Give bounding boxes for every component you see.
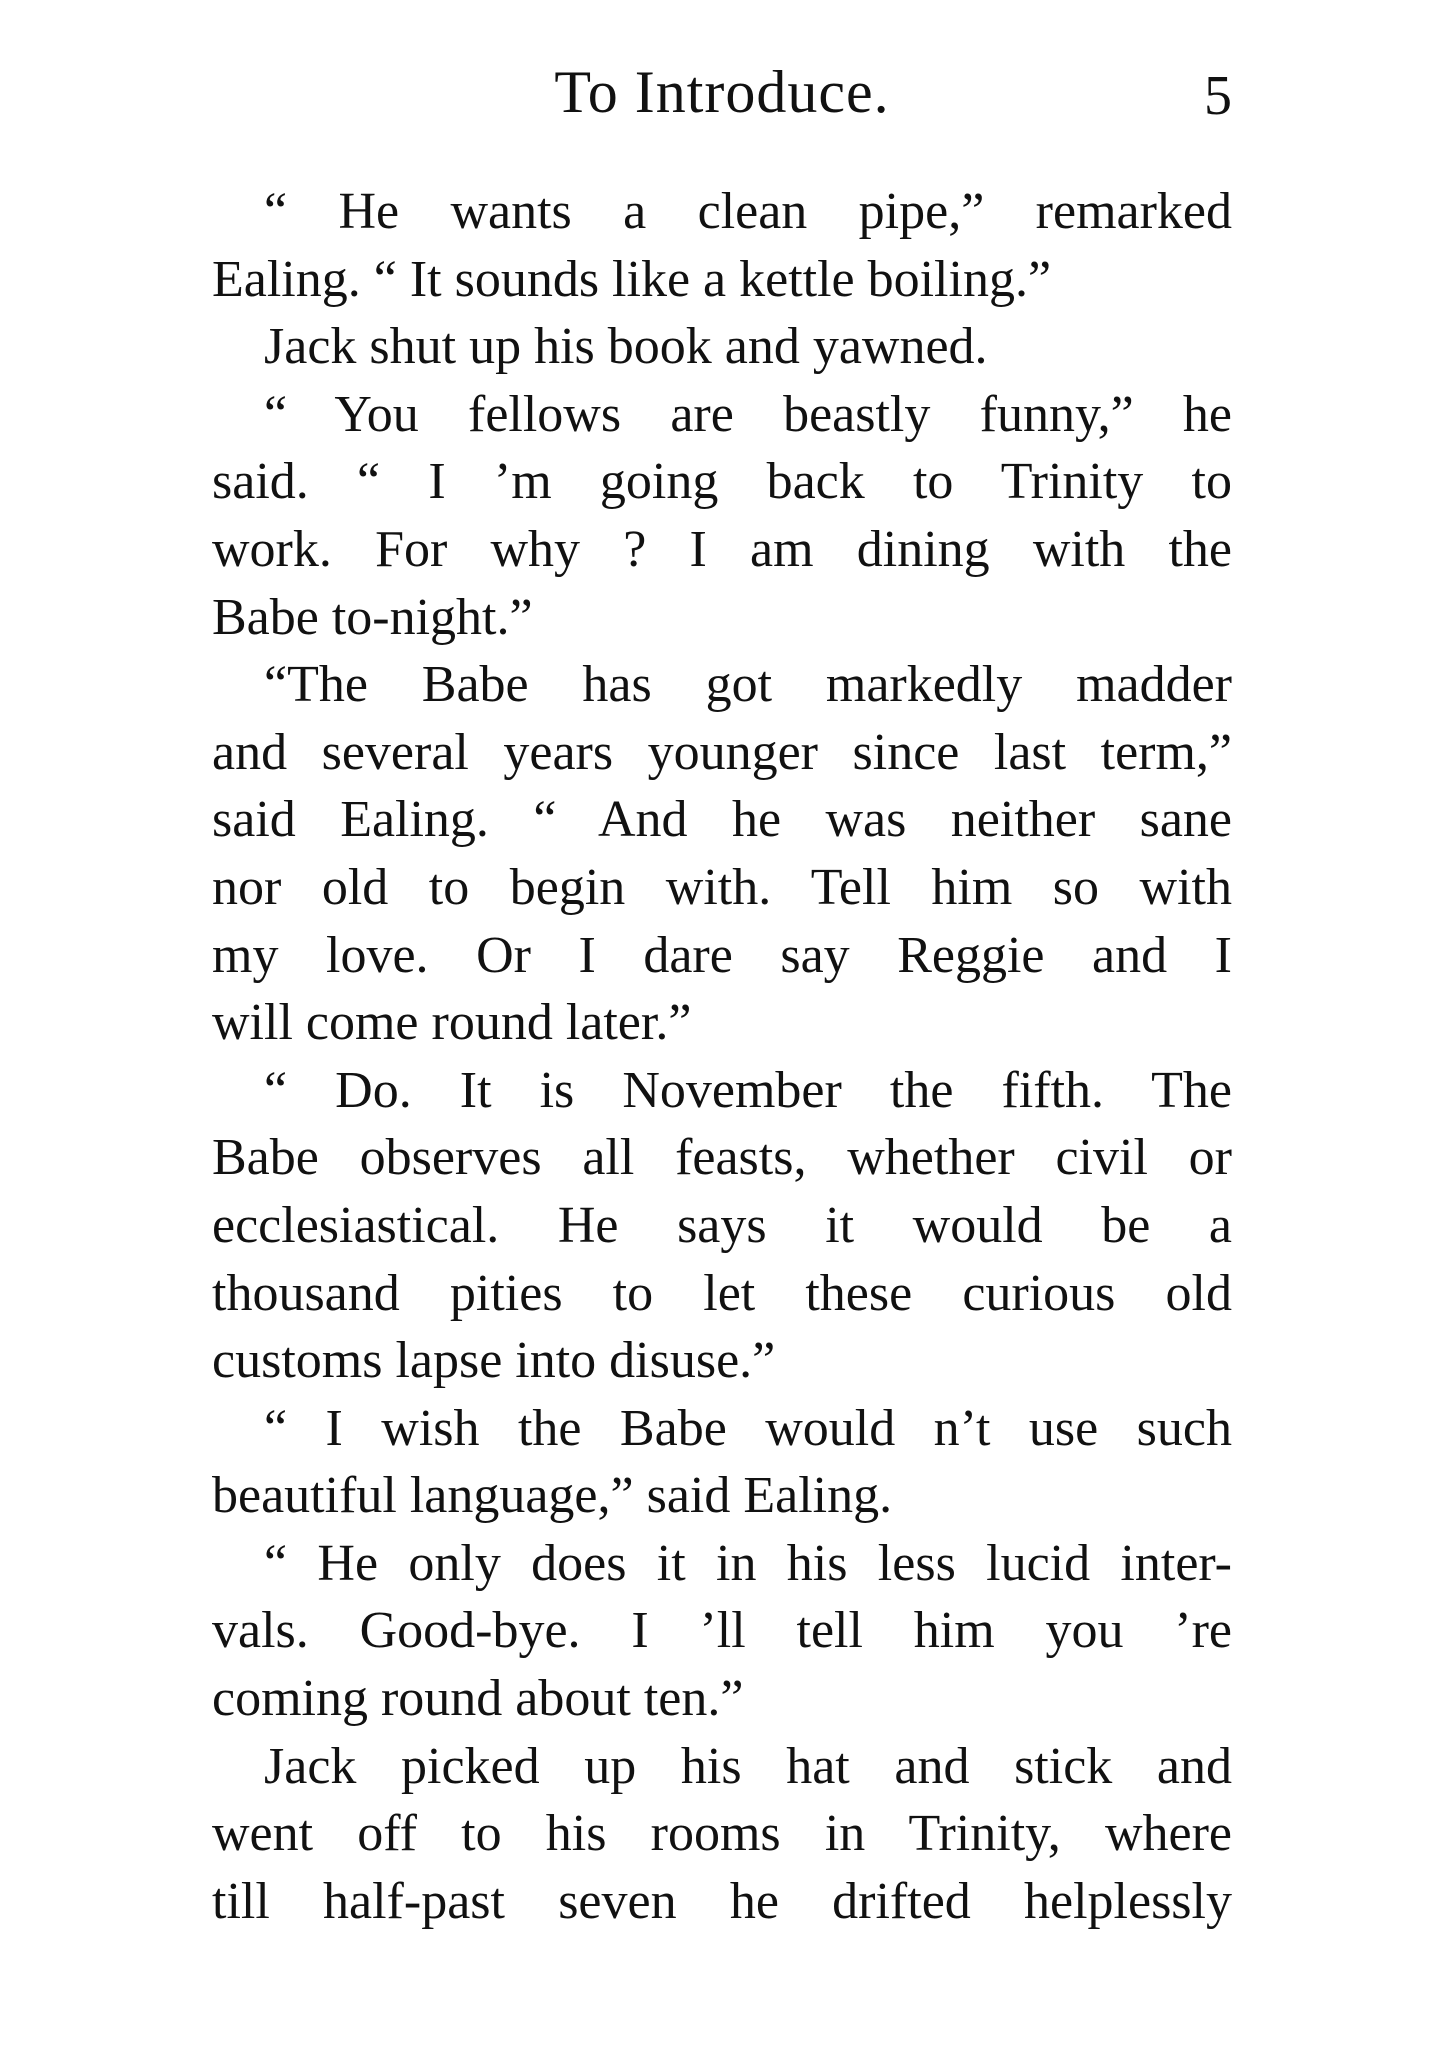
text-line: said. “ I ’m going back to Trinity to bbox=[212, 453, 1232, 511]
text-line: ecclesiastical. He says it would be a bbox=[212, 1196, 1232, 1254]
page-number: 5 bbox=[1204, 65, 1232, 127]
text-line: beautiful language,” said Ealing. bbox=[212, 1467, 893, 1525]
text-line: “The Babe has got markedly madder bbox=[264, 656, 1232, 714]
text-line: nor old to begin with. Tell him so with bbox=[212, 858, 1232, 916]
text-line: coming round about ten.” bbox=[212, 1670, 744, 1728]
text-line: my love. Or I dare say Reggie and I bbox=[212, 926, 1232, 984]
text-line: “ He wants a clean pipe,” remarked bbox=[264, 183, 1232, 240]
text-line: went off to his rooms in Trinity, where bbox=[212, 1805, 1232, 1863]
text-line: said Ealing. “ And he was neither sane bbox=[212, 791, 1232, 849]
chapter-title: To Introduce. bbox=[554, 59, 890, 125]
text-line: thousand pities to let these curious old bbox=[212, 1264, 1232, 1322]
text-line: will come round later.” bbox=[212, 994, 692, 1052]
text-line: and several years younger since last term,” bbox=[212, 723, 1232, 781]
running-head bbox=[212, 52, 1232, 132]
text-line: Ealing. “ It sounds like a kettle boiling.” bbox=[212, 250, 1052, 308]
text-line: till half-past seven he drifted helplessly bbox=[212, 1872, 1232, 1930]
text-line: customs lapse into disuse.” bbox=[212, 1332, 776, 1390]
text-line: “ You fellows are beastly funny,” he bbox=[264, 385, 1232, 443]
text-line: work. For why ? I am dining with the bbox=[212, 520, 1232, 578]
text-line: Babe observes all feasts, whether civil or bbox=[212, 1129, 1232, 1187]
text-line: “ He only does it in his less lucid inter- bbox=[264, 1534, 1232, 1592]
text-line: Babe to-night.” bbox=[212, 588, 533, 646]
body-text bbox=[212, 178, 1232, 1935]
text-line: Jack shut up his book and yawned. bbox=[264, 318, 988, 376]
text-line: “ I wish the Babe would n’t use such bbox=[264, 1399, 1232, 1457]
text-line: Jack picked up his hat and stick and bbox=[264, 1737, 1232, 1795]
text-line: vals. Good-bye. I ’ll tell him you ’re bbox=[212, 1602, 1232, 1660]
text-line: “ Do. It is November the fifth. The bbox=[264, 1061, 1232, 1119]
